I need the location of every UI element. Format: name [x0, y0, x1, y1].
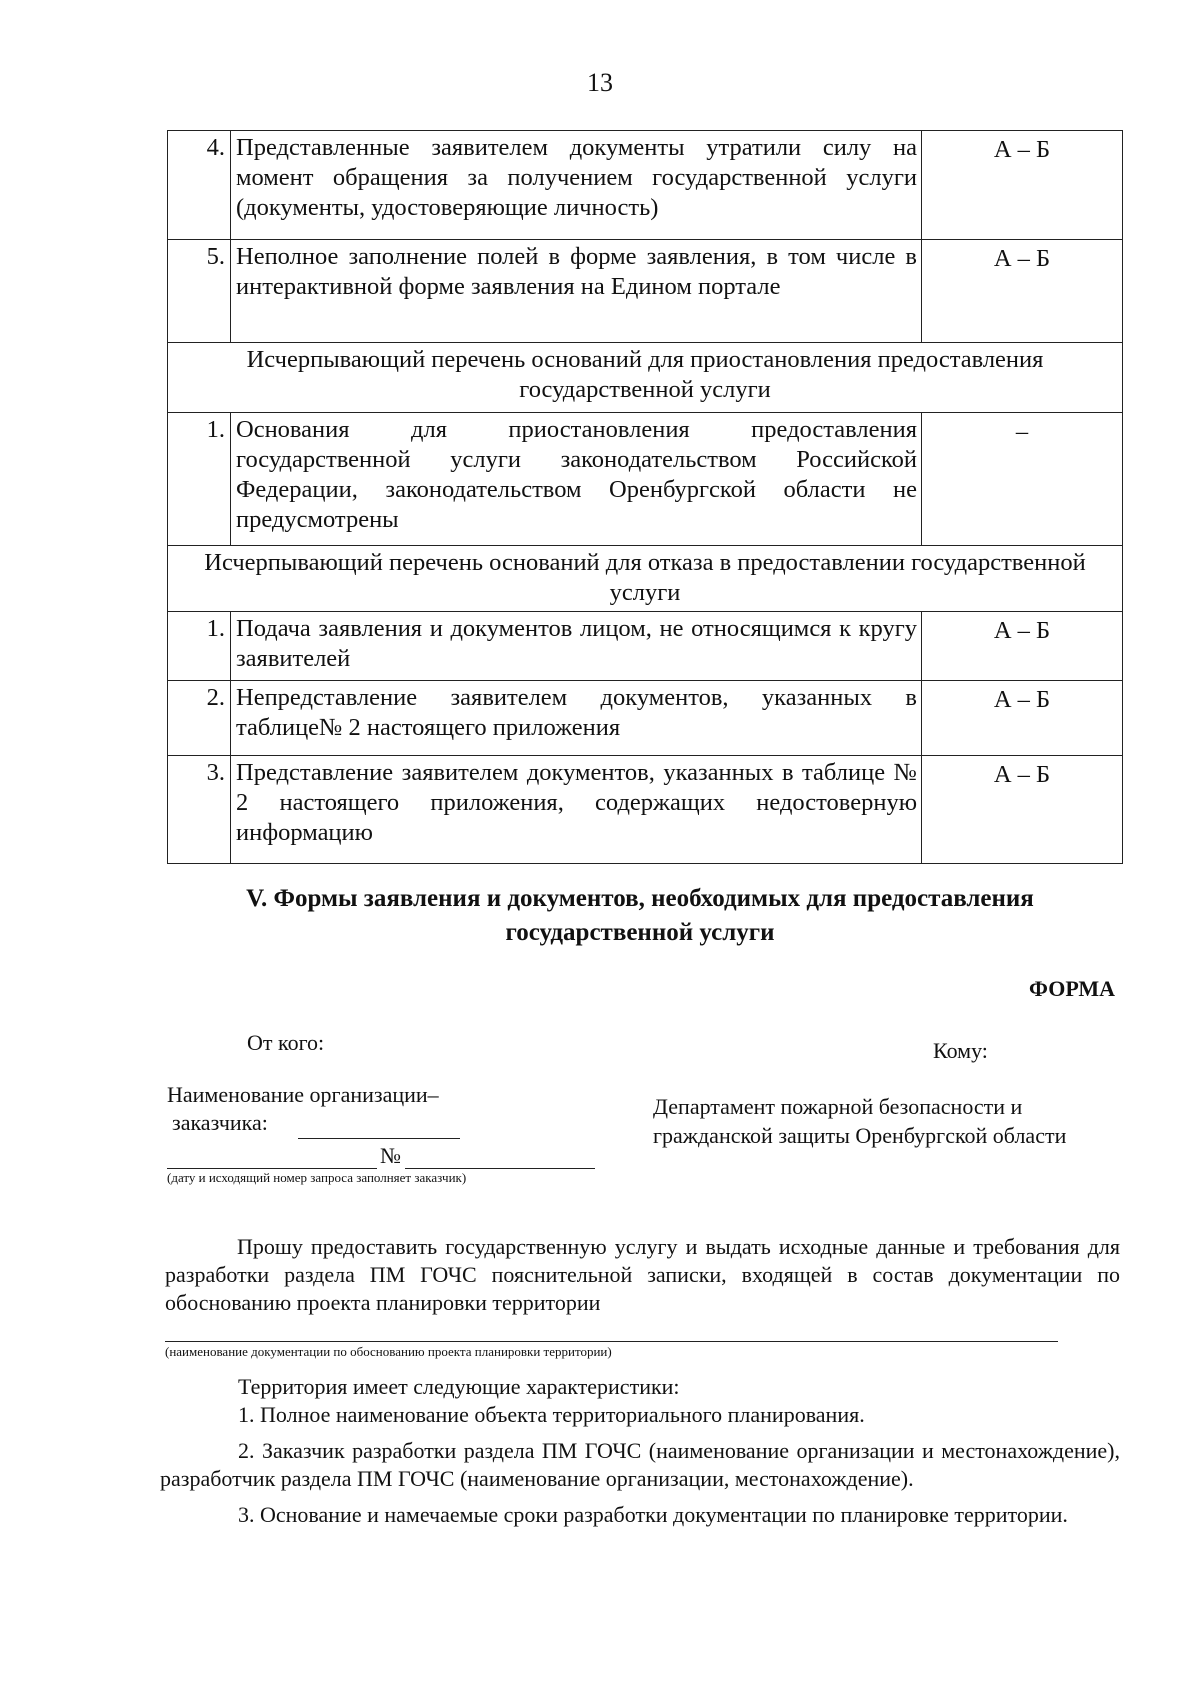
- row-number: 3.: [168, 756, 231, 864]
- table-section-row: [168, 546, 1123, 612]
- row-number: 4.: [168, 131, 231, 240]
- table-row: [168, 681, 1123, 756]
- row-number: 1.: [168, 612, 231, 681]
- characteristics-item: 3. Основание и намечаемые сроки разработки документации по планировке территории.: [238, 1502, 1068, 1527]
- recipient-line: гражданской защиты Оренбургской области: [653, 1123, 1067, 1148]
- suspension-heading: Исчерпывающий перечень оснований для приостановления предоставления государственной услуги: [168, 343, 1123, 413]
- customer-blank-line: [298, 1138, 460, 1139]
- request-paragraph: Прошу предоставить государственную услугу и выдать исходные данные и требования для разработки раздела ПМ ГОЧС пояснительной записки, входящей в состав документации по обоснованию проекта планировки территории: [165, 1234, 1120, 1315]
- section-title: V. Формы заявления и документов, необходимых для предоставления государственной услуги: [246, 885, 1034, 946]
- recipient-department: [653, 1092, 1066, 1150]
- org-name-label: Наименование организации–: [167, 1082, 439, 1107]
- row-number: 5.: [168, 240, 231, 343]
- row-code: –: [922, 413, 1123, 546]
- row-text: Неполное заполнение полей в форме заявления, в том числе в интерактивной форме заявления на Едином портале: [231, 240, 922, 343]
- row-number: 2.: [168, 681, 231, 756]
- customer-label: заказчика:: [172, 1110, 268, 1135]
- row-code: А – Б: [922, 612, 1123, 681]
- characteristics-item: 1. Полное наименование объекта территориального планирования.: [238, 1402, 865, 1427]
- row-text: Подача заявления и документов лицом, не относящимся к кругу заявителей: [231, 612, 922, 681]
- table-row: [168, 413, 1123, 546]
- row-text: Основания для приостановления предоставления государственной услуги законодательством Российской Федерации, законодательством Оренбургской области не предусмотрены: [231, 413, 922, 546]
- recipient-line: Департамент пожарной безопасности и: [653, 1094, 1023, 1119]
- form-label: ФОРМА: [1029, 976, 1115, 1001]
- row-code: А – Б: [922, 240, 1123, 343]
- row-number: 1.: [168, 413, 231, 546]
- date-blank-line: [167, 1168, 377, 1169]
- documentation-blank-line: [165, 1341, 1058, 1342]
- characteristics-item: 2. Заказчик разработки раздела ПМ ГОЧС (наименование организации и местонахождение), разработчик раздела ПМ ГОЧС (наименование организации, местонахождение).: [160, 1438, 1120, 1491]
- table-row: [168, 131, 1123, 240]
- table-row: [168, 612, 1123, 681]
- row-code: А – Б: [922, 756, 1123, 864]
- documentation-note: (наименование документации по обоснованию проекта планировки территории): [165, 1344, 612, 1359]
- number-sign: №: [380, 1143, 401, 1168]
- characteristics-intro: Территория имеет следующие характеристики:: [238, 1374, 680, 1399]
- page-number: 13: [587, 68, 613, 97]
- date-note: (дату и исходящий номер запроса заполняет заказчик): [167, 1170, 467, 1185]
- characteristics-list: [160, 1373, 1120, 1529]
- row-text: Представленные заявителем документы утратили силу на момент обращения за получением государственной услуги (документы, удостоверяющие личность): [231, 131, 922, 240]
- to-label: Кому:: [933, 1038, 988, 1063]
- table-row: [168, 240, 1123, 343]
- row-code: А – Б: [922, 131, 1123, 240]
- row-text: Представление заявителем документов, указанных в таблице № 2 настоящего приложения, содержащих недостоверную информацию: [231, 756, 922, 864]
- row-code: А – Б: [922, 681, 1123, 756]
- row-text: Непредставление заявителем документов, указанных в таблице№ 2 настоящего приложения: [231, 681, 922, 756]
- refusal-heading: Исчерпывающий перечень оснований для отказа в предоставлении государственной услуги: [168, 546, 1123, 612]
- table-section-row: [168, 343, 1123, 413]
- number-blank-line: [405, 1168, 595, 1169]
- grounds-table: [167, 130, 1123, 864]
- from-label: От кого:: [247, 1030, 325, 1055]
- table-row: [168, 756, 1123, 864]
